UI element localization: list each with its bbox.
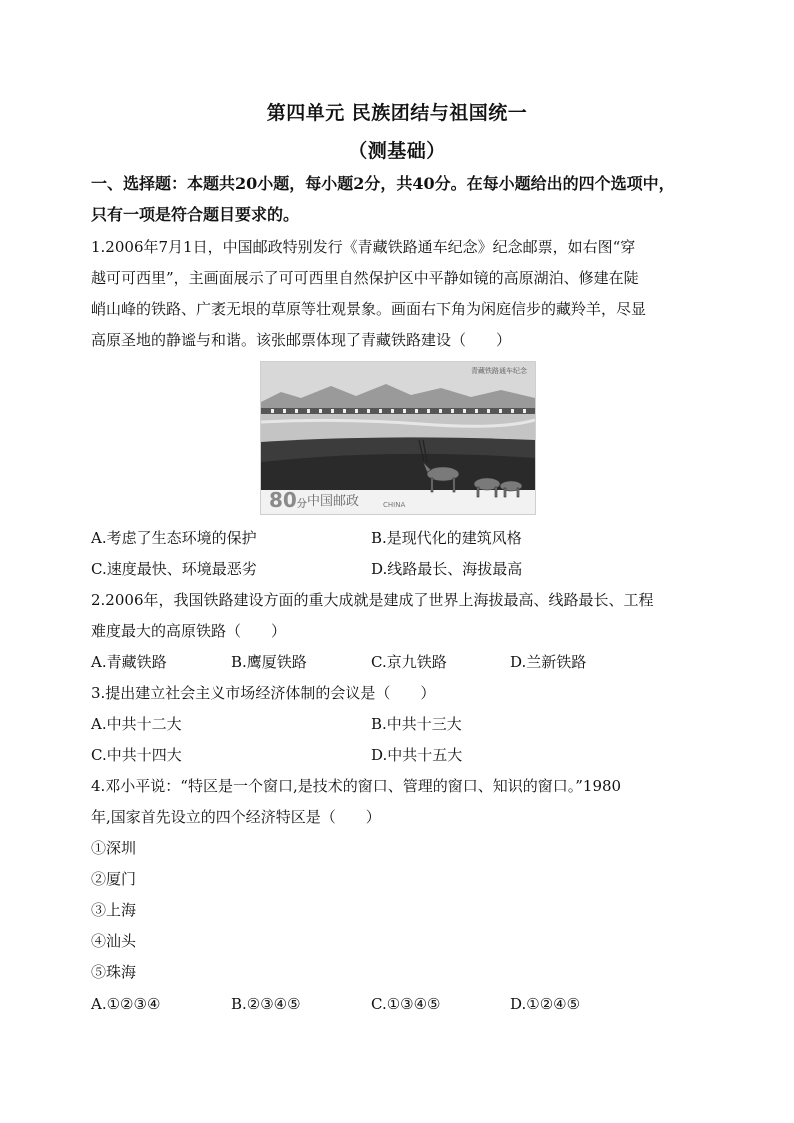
- railway-stamp-image: [260, 361, 536, 515]
- q3-line-1: 3.提出建立社会主义市场经济体制的会议是（ ）: [91, 684, 436, 702]
- page-title: 第四单元 民族团结与祖国统一: [266, 102, 528, 124]
- q4-item-3: ③上海: [91, 901, 137, 919]
- q3-option-d: D.中共十五大: [371, 746, 463, 764]
- q1-line-1: 1.2006年7月1日，中国邮政特别发行《青藏铁路通车纪念》纪念邮票，如右图“穿: [91, 238, 636, 256]
- q4-line-2: 年,国家首先设立的四个经济特区是（ ）: [91, 808, 381, 826]
- stamp-value: 80分: [269, 488, 307, 512]
- q2-option-b: B.鹰厦铁路: [231, 653, 307, 671]
- stamp-country: CHINA: [383, 501, 406, 509]
- q3-option-b: B.中共十三大: [371, 715, 462, 733]
- q2-option-a: A.青藏铁路: [91, 653, 167, 671]
- section-header-line-1: 一、选择题：本题共20小题，每小题2分，共40分。在每小题给出的四个选项中，: [91, 174, 675, 193]
- q1-line-4: 高原圣地的静谧与和谐。该张邮票体现了青藏铁路建设（ ）: [91, 331, 512, 349]
- q1-option-d: D.线路最长、海拔最高: [371, 560, 523, 578]
- q1-option-c: C.速度最快、环境最恶劣: [91, 560, 257, 578]
- q4-option-d: D.①②④⑤: [510, 995, 581, 1013]
- q2-option-d: D.兰新铁路: [510, 653, 587, 671]
- q4-option-a: A.①②③④: [91, 995, 161, 1013]
- q3-option-c: C.中共十四大: [91, 746, 182, 764]
- q1-option-b: B.是现代化的建筑风格: [371, 529, 522, 547]
- q2-option-c: C.京九铁路: [371, 653, 447, 671]
- q1-line-3: 峭山峰的铁路、广袤无垠的草原等壮观景象。画面右下角为闲庭信步的藏羚羊，尽显: [91, 300, 647, 318]
- q4-item-4: ④汕头: [91, 932, 137, 950]
- q2-line-1: 2.2006年，我国铁路建设方面的重大成就是建成了世界上海拔最高、线路最长、工程: [91, 591, 654, 609]
- q4-item-5: ⑤珠海: [91, 963, 137, 981]
- q4-item-2: ②厦门: [91, 870, 137, 888]
- q4-option-c: C.①③④⑤: [371, 995, 441, 1013]
- stamp-caption: 青藏铁路通车纪念: [471, 367, 527, 375]
- q4-option-b: B.②③④⑤: [231, 995, 301, 1013]
- q4-line-1: 4.邓小平说：“特区是一个窗口,是技术的窗口、管理的窗口、知识的窗口。”1980: [91, 777, 622, 795]
- q2-line-2: 难度最大的高原铁路（ ）: [91, 622, 287, 640]
- stamp-post-name: 中国邮政: [307, 494, 360, 509]
- q4-item-1: ①深圳: [91, 839, 137, 857]
- q1-line-2: 越可可西里”，主画面展示了可可西里自然保护区中平静如镜的高原湖泊、修建在陡: [91, 269, 639, 287]
- page-subtitle: （测基础）: [348, 140, 446, 162]
- q3-option-a: A.中共十二大: [91, 715, 182, 733]
- q1-option-a: A.考虑了生态环境的保护: [91, 529, 257, 547]
- section-header-line-2: 只有一项是符合题目要求的。: [91, 205, 300, 224]
